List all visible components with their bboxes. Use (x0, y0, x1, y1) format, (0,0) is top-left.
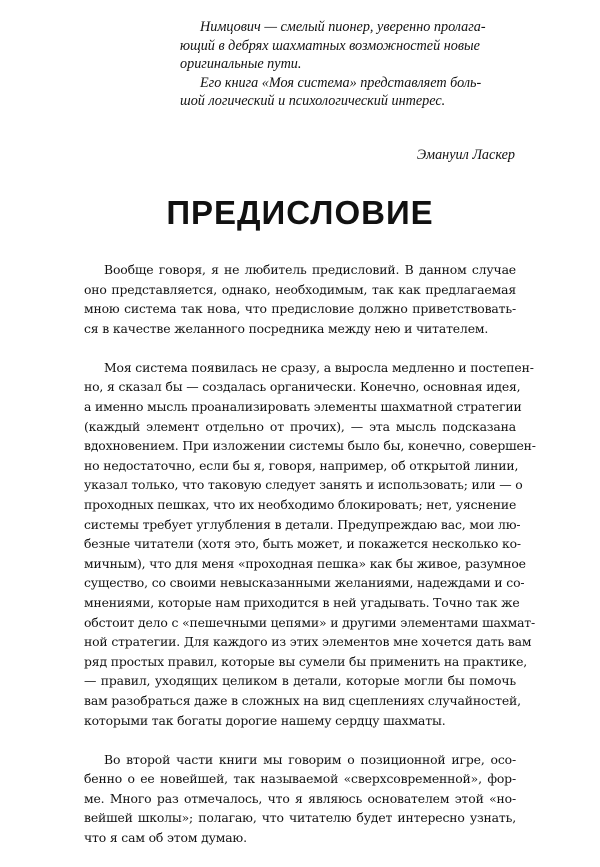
text-line: вдохновением. При изложении системы было бы, конечно, совершен- (84, 438, 536, 454)
text-line: а именно мысль проанализировать элементы шахматной стратегии (84, 399, 522, 415)
epigraph-line: оригинальные пути. (180, 56, 302, 73)
text-line: безные читатели (хотя это, быть может, и покажется несколько ко- (84, 536, 521, 552)
text-line: системы требует углубления в детали. Предупреждаю вас, мои лю- (84, 516, 521, 532)
text-line: указал только, что таковую следует занять и использовать; или — о (84, 477, 523, 493)
text-line: мичным), что для меня «проходная пешка» как бы живое, разумное (84, 555, 526, 571)
paragraph-1 (84, 260, 516, 338)
text-line: Моя система появилась не сразу, а выросла медленно и постепен- (104, 359, 534, 375)
text-line: ной стратегии. Для каждого из этих элементов мне хочется дать вам (84, 634, 532, 650)
epigraph-line: Его книга «Моя система» представляет боль- (200, 74, 482, 91)
text-line: что я сам об этом думаю. (84, 830, 247, 846)
epigraph-author: Эмануил Ласкер (416, 147, 515, 163)
text-line: но недостаточно, если бы я, говоря, например, об открытой линии, (84, 457, 519, 473)
text-line: мнениями, которые нам приходится в ней угадывать. Точно так же (84, 595, 520, 610)
epigraph-line: Нимцович — смелый пионер, уверенно пролага- (200, 19, 486, 35)
epigraph-line: ющий в дебрях шахматных возможностей новые (180, 37, 480, 54)
epigraph-line: шой логический и психологический интерес. (180, 93, 446, 110)
text-line: оно представляется, однако, необходимым, так как предлагаемая (84, 281, 516, 297)
body-text (84, 260, 536, 867)
text-line: обстоит дело с «пешечными цепями» и другими элементами шахмат- (84, 614, 536, 630)
epigraph (180, 18, 515, 163)
text-line: — правил, уходящих целиком в детали, которые могли бы помочь (84, 673, 516, 689)
text-line: которыми так богаты дорогие нашему сердцу шахматы. (84, 712, 446, 728)
page-title: ПРЕДИСЛОВИЕ (166, 194, 434, 231)
text-line: Вообще говоря, я не любитель предисловий. В данном случае (104, 262, 516, 277)
text-line: вейшей школы»; полагаю, что читателю будет интересно узнать, (84, 810, 516, 826)
paragraph-3 (84, 750, 516, 848)
text-line: ся в качестве желанного посредника между нею и читателем. (84, 320, 489, 336)
text-line: (каждый элемент отдельно от прочих), — эта мысль подсказана (84, 418, 516, 434)
paragraph-2 (84, 358, 536, 730)
text-line: проходных пешках, что их необходимо блокировать; нет, уяснение (84, 497, 517, 513)
text-line: существо, со своими невысказанными желаниями, надеждами и со- (84, 575, 525, 591)
text-line: Во второй части книги мы говорим о позиционной игре, осо- (104, 751, 516, 767)
text-line: вам разобраться даже в сложных на вид сцеплениях случайностей, (84, 692, 521, 708)
text-line: но, я сказал бы — создалась органически. Конечно, основная идея, (84, 379, 521, 395)
text-line: ряд простых правил, которые вы сумели бы применить на практике, (84, 653, 528, 669)
text-line: бенно о ее новейшей, так называемой «сверхсовременной», фор- (84, 771, 516, 787)
text-line: мною система так нова, что предисловие должно приветствовать- (84, 301, 516, 317)
text-line: ме. Много раз отмечалось, что я являюсь основателем этой «но- (84, 790, 516, 806)
